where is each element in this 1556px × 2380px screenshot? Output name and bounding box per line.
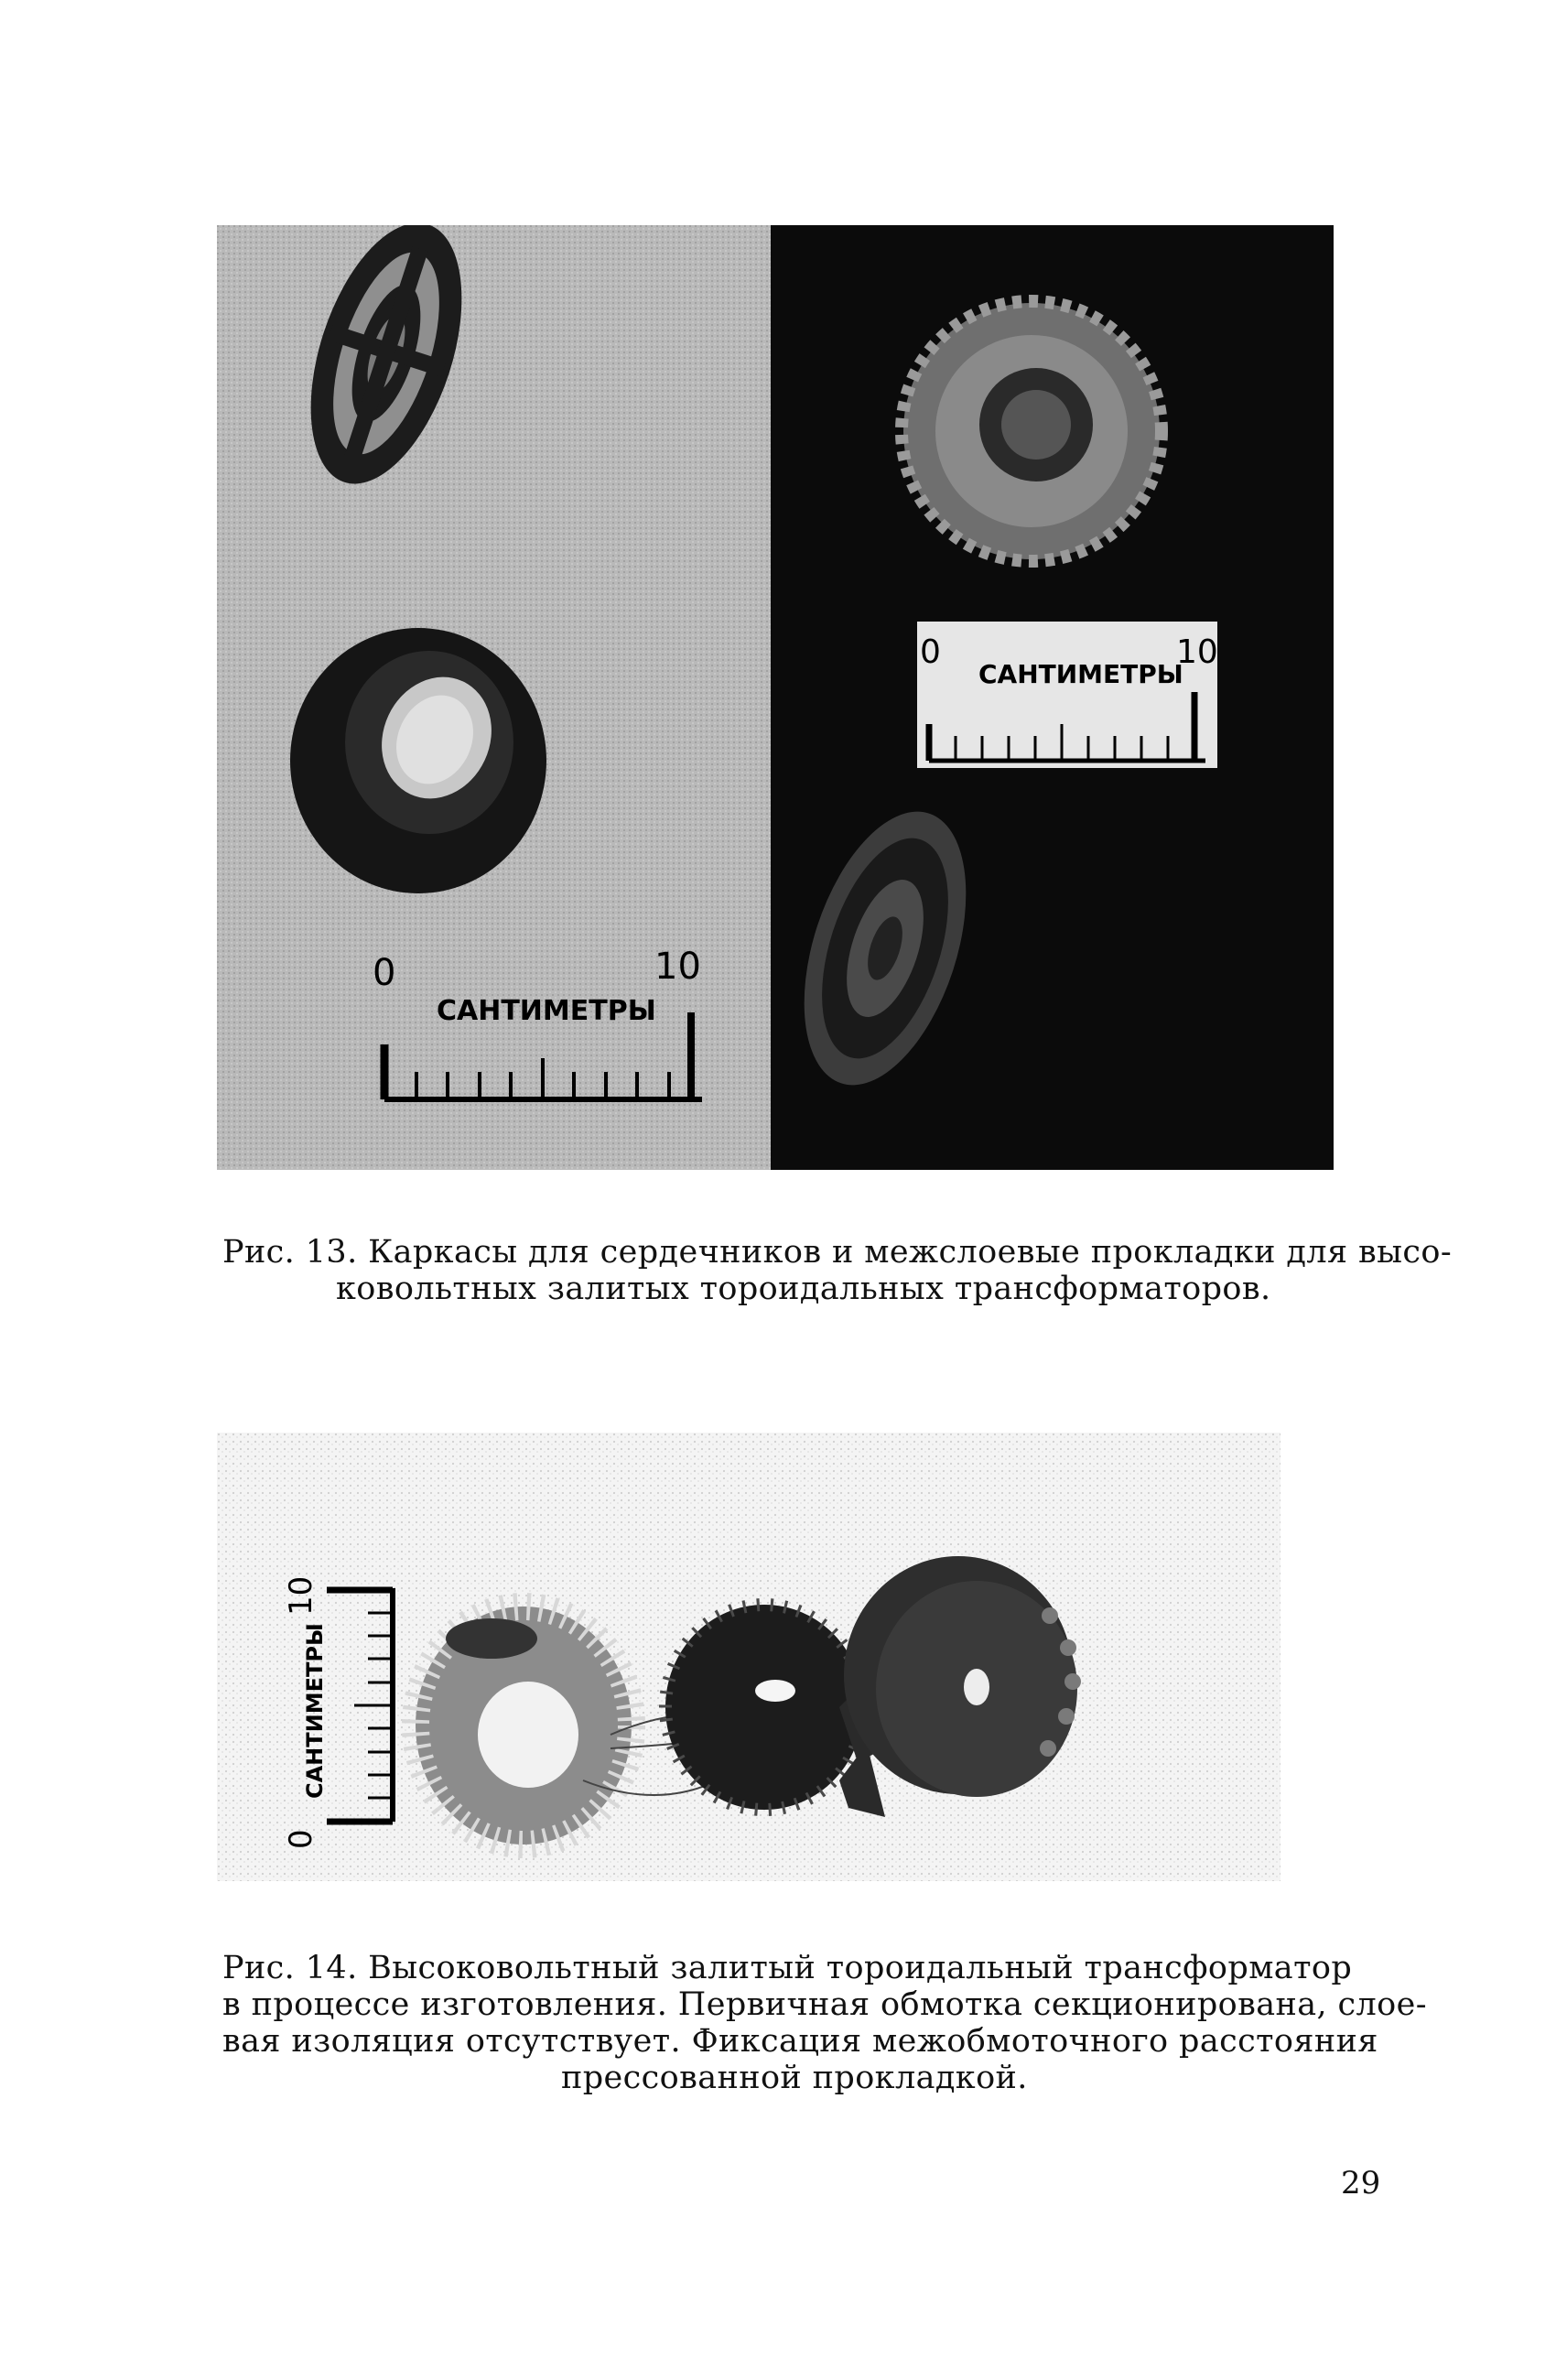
ruler-left-ten: 10 xyxy=(654,946,701,988)
caption-14-line-3: вая изоляция отсутствует. Фиксация межобмоточного расстояния xyxy=(222,2023,1378,2060)
caption-14-line-4: прессованной прокладкой. xyxy=(561,2060,1028,2096)
wound-toroid-light xyxy=(416,1606,632,1844)
ruler-right-ten: 10 xyxy=(1176,633,1218,671)
ruler-vertical-zero: 0 xyxy=(283,1829,319,1849)
ruler-vertical-unit: САНТИМЕТРЫ xyxy=(302,1623,328,1799)
caption-13-line-1: Рис. 13. Каркасы для сердечников и межслоевые прокладки для высо- xyxy=(222,1234,1453,1271)
ruler-vertical-ten: 10 xyxy=(283,1575,319,1616)
caption-13-line-2: ковольтных залитых тороидальных трансформаторов. xyxy=(336,1271,1271,1307)
caption-14-line-1: Рис. 14. Высоковольтный залитый тороидальный трансформатор xyxy=(222,1950,1353,1986)
figure-13-photo xyxy=(217,225,1334,1170)
figure-14-caption xyxy=(222,1950,1427,2096)
dark-toroid-former xyxy=(290,628,546,893)
ruler-left-unit: САНТИМЕТРЫ xyxy=(437,995,656,1027)
ruler-right-zero: 0 xyxy=(920,633,941,671)
figure-13-caption xyxy=(222,1234,1453,1307)
caption-14-line-2: в процессе изготовления. Первичная обмотка секционирована, слое- xyxy=(222,1986,1427,2023)
page-number: 29 xyxy=(1341,2165,1381,2202)
wound-toroid-dark xyxy=(665,1605,863,1810)
ruler-right xyxy=(917,622,1218,768)
figure-14-photo xyxy=(217,1433,1280,1881)
ruler-left-zero: 0 xyxy=(373,952,396,994)
ruler-right-unit: САНТИМЕТРЫ xyxy=(978,659,1183,689)
